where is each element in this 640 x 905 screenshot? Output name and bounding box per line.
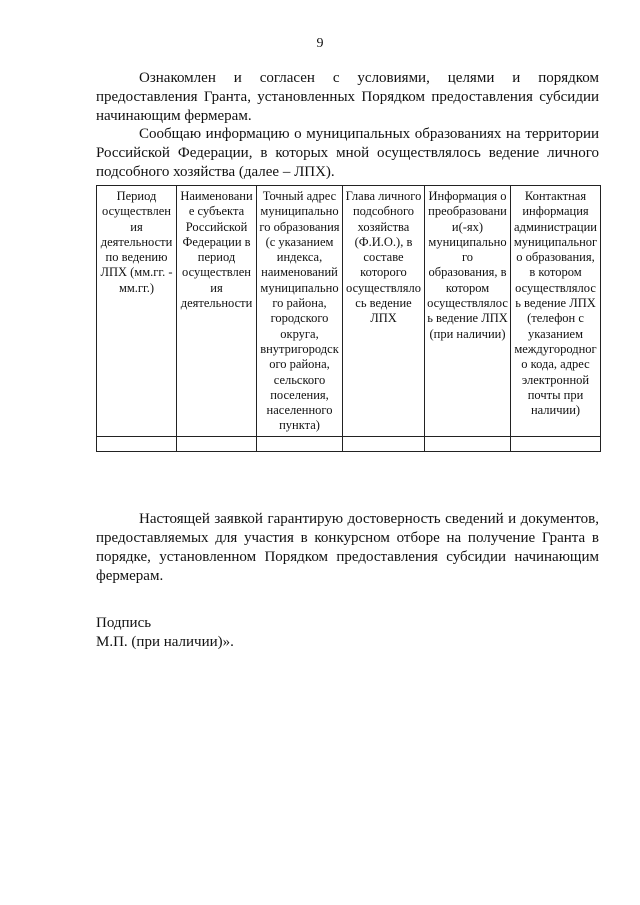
column-header-region: Наименование субъекта Российской Федерации в период осуществления деятельности xyxy=(177,186,257,437)
lph-table xyxy=(96,185,601,452)
table-cell[interactable] xyxy=(425,436,511,451)
table-cell[interactable] xyxy=(257,436,343,451)
consent-paragraph: Ознакомлен и согласен с условиями, целями и порядком предоставления Гранта, установленных Порядком предоставления субсидии начинающим фермерам. xyxy=(96,70,599,124)
table-cell[interactable] xyxy=(97,436,177,451)
table-row xyxy=(97,436,601,451)
info-paragraph: Сообщаю информацию о муниципальных образованиях на территории Российской Федерации, в которых мной осуществлялось ведение личного подсобного хозяйства (далее – ЛПХ). xyxy=(96,126,599,180)
guarantee-paragraph: Настоящей заявкой гарантирую достоверность сведений и документов, предоставляемых для участия в конкурсном отборе на получение Гранта в порядке, установленном Порядком предоставления субсидии начинающим фермерам. xyxy=(96,511,599,584)
table-cell[interactable] xyxy=(511,436,601,451)
table-cell[interactable] xyxy=(177,436,257,451)
stamp-label: М.П. (при наличии)». xyxy=(96,634,234,650)
signature-label: Подпись xyxy=(96,615,152,631)
column-header-contacts: Контактная информация администрации муниципального образования, в котором осуществлялось ведение ЛПХ (телефон с указанием междугородного кода, адрес электронной почты при наличии) xyxy=(511,186,601,437)
column-header-period: Период осуществления деятельности по ведению ЛПХ (мм.гг. - мм.гг.) xyxy=(97,186,177,437)
column-header-head: Глава личного подсобного хозяйства (Ф.И.О.), в составе которого осуществлялось ведение ЛПХ xyxy=(343,186,425,437)
table-header-row xyxy=(97,186,601,437)
column-header-transformation: Информация о преобразовании(-ях) муниципального образования, в котором осуществлялось ведение ЛПХ (при наличии) xyxy=(425,186,511,437)
column-header-address: Точный адрес муниципального образования (с указанием индекса, наименований муниципального района, городского округа, внутригородского района, сельского поселения, населенного пункта) xyxy=(257,186,343,437)
page-number: 9 xyxy=(316,36,324,51)
signature-block xyxy=(96,614,234,652)
table-cell[interactable] xyxy=(343,436,425,451)
